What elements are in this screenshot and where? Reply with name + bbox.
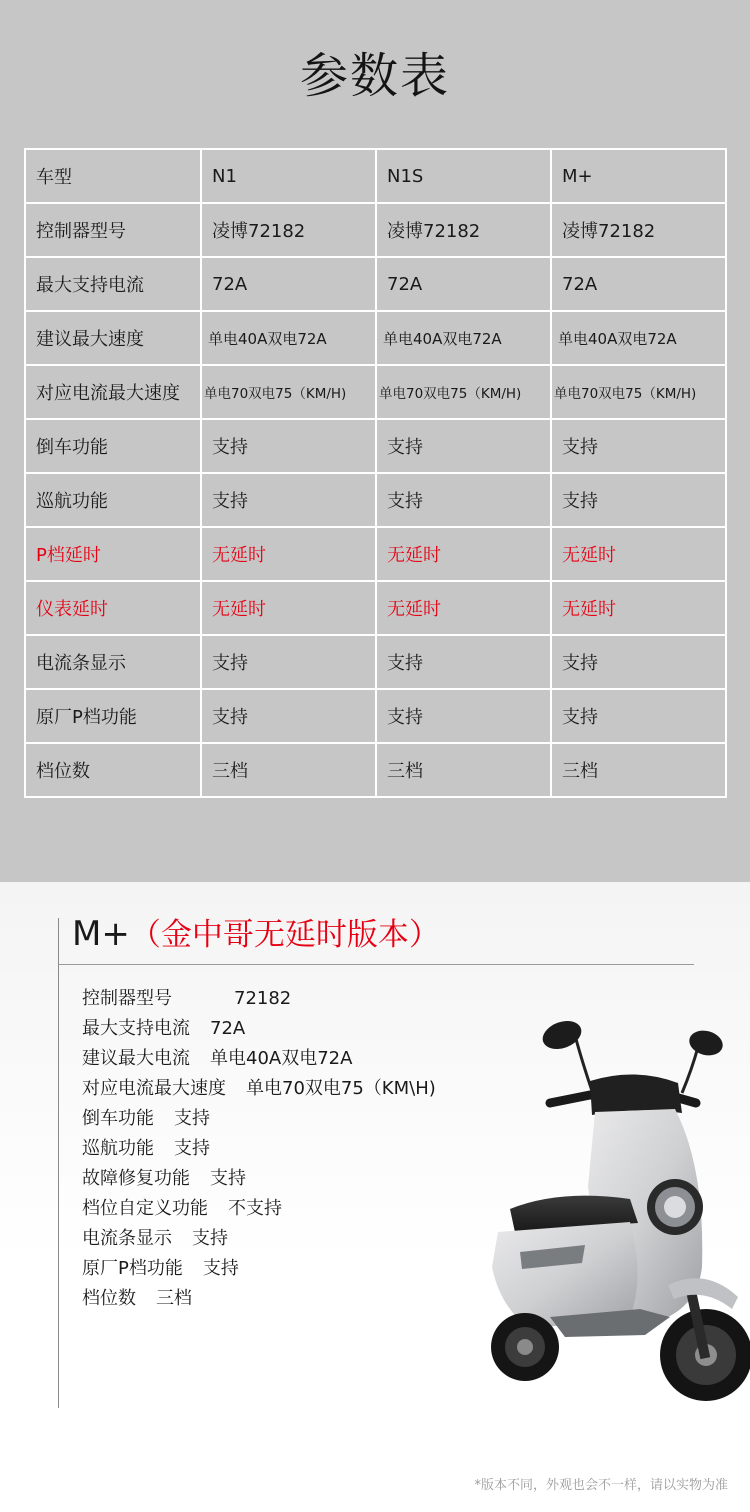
spec-label: 原厂P档功能 [82,1258,183,1279]
spec-value: 三档 [156,1288,192,1309]
cell-n1: 无延时 [201,581,376,635]
table-row-highlight [25,527,726,581]
list-item [82,1134,512,1164]
cell-n1s: 支持 [376,419,551,473]
cell-mplus: 无延时 [551,581,726,635]
row-label: P档延时 [25,527,201,581]
cell-n1: 单电40A双电72A [201,311,376,365]
spec-value: 单电70双电75（KM\H) [246,1078,436,1099]
cell-mplus: 支持 [551,689,726,743]
spec-value: 支持 [192,1228,228,1249]
table-row [25,311,726,365]
list-item [82,1164,512,1194]
table-row [25,743,726,797]
table-row-highlight [25,581,726,635]
cell-mplus: M+ [551,149,726,203]
scooter-image [470,1017,750,1427]
cell-n1: N1 [201,149,376,203]
cell-n1s: 三档 [376,743,551,797]
row-label: 对应电流最大速度 [25,365,201,419]
cell-n1s: 支持 [376,689,551,743]
horizontal-divider [58,964,694,965]
row-label: 倒车功能 [25,419,201,473]
spec-label: 建议最大电流 [82,1048,190,1069]
cell-n1s: 无延时 [376,527,551,581]
cell-n1: 无延时 [201,527,376,581]
cell-n1: 凌博72182 [201,203,376,257]
cell-n1s: 凌博72182 [376,203,551,257]
cell-n1s: 支持 [376,635,551,689]
footnote: *版本不同，外观也会不一样，请以实物为准 [474,1478,728,1493]
cell-n1s: 无延时 [376,581,551,635]
cell-mplus: 三档 [551,743,726,797]
cell-n1s: 单电40A双电72A [376,311,551,365]
spec-value: 支持 [210,1168,246,1189]
table-row [25,365,726,419]
spec-label: 档位数 [82,1288,136,1309]
model-spec-list [82,984,512,1314]
cell-n1: 三档 [201,743,376,797]
spec-label: 对应电流最大速度 [82,1078,226,1099]
spec-label: 最大支持电流 [82,1018,190,1039]
cell-mplus: 支持 [551,473,726,527]
cell-mplus: 支持 [551,635,726,689]
row-label: 原厂P档功能 [25,689,201,743]
page-title: 参数表 [299,48,450,104]
spec-value: 不支持 [228,1198,282,1219]
row-label: 建议最大速度 [25,311,201,365]
cell-mplus: 支持 [551,419,726,473]
cell-n1: 支持 [201,419,376,473]
list-item [82,1224,512,1254]
row-label: 控制器型号 [25,203,201,257]
table-row [25,203,726,257]
spec-label: 倒车功能 [82,1108,154,1129]
table-row [25,149,726,203]
cell-n1: 支持 [201,473,376,527]
cell-n1: 支持 [201,689,376,743]
cell-mplus: 单电70双电75（KM/H) [551,365,726,419]
spec-label: 电流条显示 [82,1228,172,1249]
spec-table [24,148,727,798]
row-label: 车型 [25,149,201,203]
cell-mplus: 凌博72182 [551,203,726,257]
row-label: 仪表延时 [25,581,201,635]
table-row [25,689,726,743]
row-label: 档位数 [25,743,201,797]
spec-label: 故障修复功能 [82,1168,190,1189]
spec-label: 控制器型号 [82,988,172,1009]
cell-mplus: 72A [551,257,726,311]
spec-value: 72A [210,1018,246,1039]
spec-label: 档位自定义功能 [82,1198,208,1219]
table-row [25,473,726,527]
list-item [82,1074,512,1104]
spec-value: 单电40A双电72A [210,1048,353,1069]
model-detail-section [0,882,750,1512]
spec-value: 72182 [234,988,292,1009]
cell-n1s: 支持 [376,473,551,527]
model-name: M+ [72,914,130,954]
table-row [25,257,726,311]
list-item [82,1014,512,1044]
row-label: 电流条显示 [25,635,201,689]
list-item [82,1104,512,1134]
list-item [82,1194,512,1224]
vertical-divider [58,918,59,1408]
table-row [25,635,726,689]
cell-n1: 单电70双电75（KM/H) [201,365,376,419]
row-label: 最大支持电流 [25,257,201,311]
spec-value: 支持 [174,1108,210,1129]
list-item [82,984,512,1014]
spec-label: 巡航功能 [82,1138,154,1159]
cell-n1: 支持 [201,635,376,689]
spec-value: 支持 [174,1138,210,1159]
cell-n1: 72A [201,257,376,311]
cell-mplus: 无延时 [551,527,726,581]
list-item [82,1284,512,1314]
table-row [25,419,726,473]
model-title [72,912,440,957]
cell-n1s: 单电70双电75（KM/H) [376,365,551,419]
spec-value: 支持 [202,1258,239,1279]
row-label: 巡航功能 [25,473,201,527]
model-subtitle: （金中哥无延时版本） [129,917,440,953]
list-item [82,1254,512,1284]
cell-n1s: N1S [376,149,551,203]
cell-mplus: 单电40A双电72A [551,311,726,365]
cell-n1s: 72A [376,257,551,311]
list-item [82,1044,512,1074]
